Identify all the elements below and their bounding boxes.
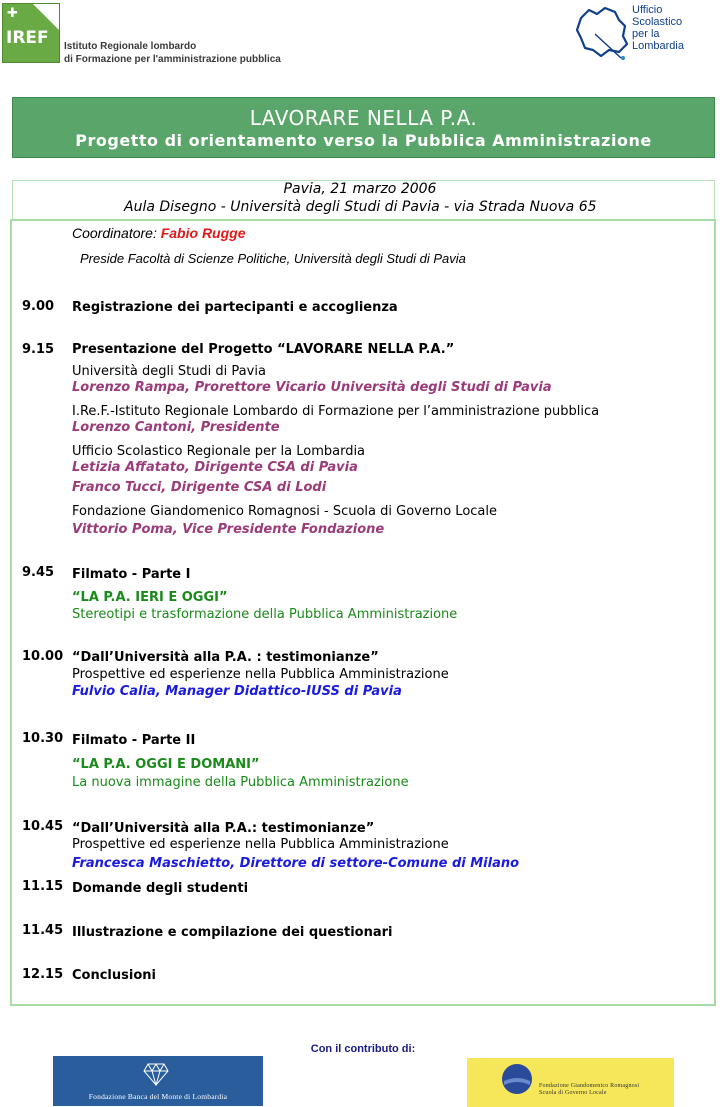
org-usr: Ufficio Scolastico Regionale per la Lombardia: [72, 444, 366, 459]
fgr-line1: Fondazione Giandomenico Romagnosi: [539, 1083, 640, 1089]
film-1-desc: Stereotipi e trasformazione della Pubblica Amministrazione: [72, 607, 458, 622]
person-affatato: Letizia Affatato, Dirigente CSA di Pavia: [72, 460, 358, 475]
lombardia-map-icon: [575, 4, 631, 60]
banner-subtitle: Progetto di orientamento verso la Pubblica Amministrazione: [75, 131, 652, 150]
usr-logo-line4: Lombardia: [632, 40, 684, 52]
time-1030: 10.30: [22, 731, 64, 746]
film-2-desc: La nuova immagine della Pubblica Amministrazione: [72, 775, 409, 790]
item-1000-desc: Prospettive ed esperienze nella Pubblica Amministrazione: [72, 667, 449, 682]
org-iref: I.Re.F.-Istituto Regionale Lombardo di Formazione per l’amministrazione pubblica: [72, 404, 600, 419]
contribution-label: Con il contributo di:: [310, 1043, 416, 1055]
title-banner: [12, 97, 715, 158]
coordinator-line: [72, 225, 246, 241]
fgr-logo-text: [539, 1083, 639, 1097]
item-945-title: Filmato - Parte I: [72, 567, 191, 582]
fbml-logo: [53, 1056, 263, 1106]
usr-logo-line2: Scolastico: [632, 16, 683, 28]
person-poma: Vittorio Poma, Vice Presidente Fondazione: [72, 522, 385, 537]
person-tucci: Franco Tucci, Dirigente CSA di Lodi: [72, 480, 327, 495]
item-1045-title: “Dall’Università alla P.A.: testimonianze”: [72, 821, 375, 836]
coordinator-name: Fabio Rugge: [160, 225, 246, 241]
banner-title: LAVORARE NELLA P.A.: [249, 106, 478, 130]
time-1000: 10.00: [22, 649, 64, 664]
fgr-line2: Scuola di Governo Locale: [539, 1090, 607, 1096]
org-romagnosi: Fondazione Giandomenico Romagnosi - Scuola di Governo Locale: [72, 504, 497, 519]
venue-date: Pavia, 21 marzo 2006: [283, 181, 437, 197]
coordinator-role: Preside Facoltà di Scienze Politiche, Università degli Studi di Pavia: [80, 251, 466, 266]
film-2-title: “LA P.A. OGGI E DOMANI”: [72, 757, 260, 772]
person-rampa: Lorenzo Rampa, Prorettore Vicario Università degli Studi di Pavia: [72, 380, 552, 395]
time-1215: 12.15: [22, 967, 64, 982]
time-915: 9.15: [22, 342, 55, 357]
iref-name-line1: Istituto Regionale lombardo: [64, 41, 197, 52]
item-915-title: Presentazione del Progetto “LAVORARE NELLA P.A.”: [72, 342, 455, 357]
item-900-title: Registrazione dei partecipanti e accoglienza: [72, 300, 398, 315]
iref-name-line2: di Formazione per l'amministrazione pubblica: [64, 54, 281, 65]
item-1045-desc: Prospettive ed esperienze nella Pubblica Amministrazione: [72, 837, 449, 852]
item-1215-title: Conclusioni: [72, 968, 156, 983]
item-1145-title: Illustrazione e compilazione dei questionari: [72, 925, 393, 940]
item-1030-title: Filmato - Parte II: [72, 733, 196, 748]
coordinator-label: Coordinatore:: [72, 225, 161, 241]
item-1115-title: Domande degli studenti: [72, 881, 249, 896]
time-1145: 11.45: [22, 923, 64, 938]
time-1115: 11.15: [22, 879, 64, 894]
logo-corner-cut: [33, 4, 59, 30]
person-calia: Fulvio Calia, Manager Didattico-IUSS di Pavia: [72, 684, 402, 699]
time-1045: 10.45: [22, 819, 64, 834]
org-unipv: Università degli Studi di Pavia: [72, 364, 266, 379]
usr-logo-line1: Ufficio: [632, 4, 663, 16]
person-cantoni: Lorenzo Cantoni, Presidente: [72, 420, 280, 435]
fgr-logo: [467, 1058, 674, 1107]
film-1-title: “LA P.A. IERI E OGGI”: [72, 590, 228, 605]
time-945: 9.45: [22, 565, 55, 580]
item-1000-title: “Dall’Università alla P.A. : testimonianze”: [72, 650, 379, 665]
globe-icon: [501, 1063, 533, 1095]
time-900: 9.00: [22, 299, 55, 314]
gem-icon: [143, 1062, 169, 1086]
venue-location: Aula Disegno - Università degli Studi di Pavia - via Strada Nuova 65: [124, 199, 597, 215]
cross-icon: ✚: [7, 6, 18, 21]
iref-logo-text: IREF: [6, 28, 49, 48]
iref-logo: [2, 3, 60, 63]
fbml-logo-text: Fondazione Banca del Monte di Lombardia: [88, 1092, 228, 1101]
person-maschietto: Francesca Maschietto, Direttore di settore-Comune di Milano: [72, 856, 520, 871]
usr-logo-line3: per la: [632, 28, 660, 40]
